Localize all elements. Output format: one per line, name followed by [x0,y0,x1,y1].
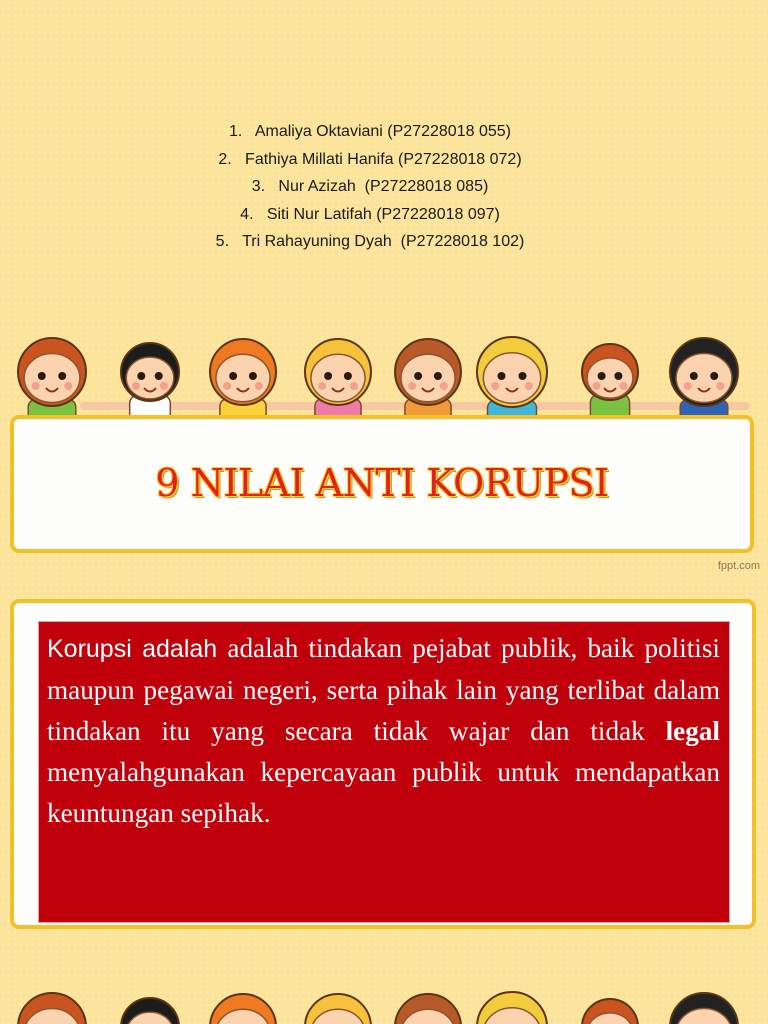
cheek [408,382,416,390]
member-list [0,118,740,256]
eye [498,372,506,380]
definition-box [38,621,730,923]
definition-bold-word: legal [665,716,720,746]
eye [710,372,718,380]
child-boy-orange-hair [210,994,276,1024]
eye [38,372,46,380]
eye [344,372,352,380]
eye [414,372,422,380]
face [126,357,174,399]
child-boy-black-hair [670,993,738,1024]
eye [249,372,257,380]
cheek [684,382,692,390]
definition-body-2: menyalahgunakan kepercayaan publik untuk mendapatkan keuntungan sepihak. [47,757,720,828]
child-girl-pigtails [121,998,179,1024]
face [483,353,540,403]
eye [598,372,606,380]
child-boy-brown-hair [18,993,86,1024]
member-item: 5. Tri Rahayuning Dyah (P27228018 102) [215,233,525,250]
children-illustration-top [0,330,768,420]
eye [519,372,527,380]
child-girl-pigtails [121,343,179,425]
eye [690,372,698,380]
cheek [223,382,231,390]
cheek [64,382,72,390]
child-boy-small [582,999,638,1024]
child-boy-blonde [477,992,547,1024]
brand-watermark: fppt.com [717,560,760,572]
face [216,354,270,402]
member-item: 1. Amaliya Oktaviani (P27228018 055) [229,123,511,140]
face [401,354,455,402]
children-illustration-bottom [0,985,768,1024]
eye [434,372,442,380]
member-item: 3. Nur Azizah (P27228018 085) [251,178,489,195]
cheek [160,382,168,390]
face [24,354,80,403]
cheek [716,382,724,390]
eye [614,372,622,380]
children-svg [0,985,768,1024]
child-girl-curly-green-band [395,994,461,1024]
slide-title: 9 NILAI ANTI KORUPSI [155,461,609,505]
cheek [32,382,40,390]
cheek [318,382,326,390]
child-girl-blonde-pink-band [305,994,371,1024]
cheek [491,382,499,390]
cheek [525,382,533,390]
eye [155,372,163,380]
cheek [619,382,627,390]
title-box [10,415,754,553]
cheek [255,382,263,390]
definition-lead: Korupsi adalah [47,635,218,663]
definition-text [47,628,720,834]
definition-body-1: adalah tindakan pejabat publik, baik politisi maupun pegawai negeri, serta pihak lain yang terlibat dalam tindakan itu yang secara tidak wajar dan tidak [47,633,720,746]
member-item: 2. Fathiya Millati Hanifa (P27228018 072) [218,150,522,168]
eye [137,372,145,380]
eye [58,372,66,380]
cheek [440,382,448,390]
child-boy-small [582,344,638,424]
face [311,354,365,402]
cheek [593,382,601,390]
eye [229,372,237,380]
cheek [132,382,140,390]
member-item: 4. Siti Nur Latifah (P27228018 097) [240,205,500,223]
eye [324,372,332,380]
cheek [350,382,358,390]
face [676,354,732,403]
